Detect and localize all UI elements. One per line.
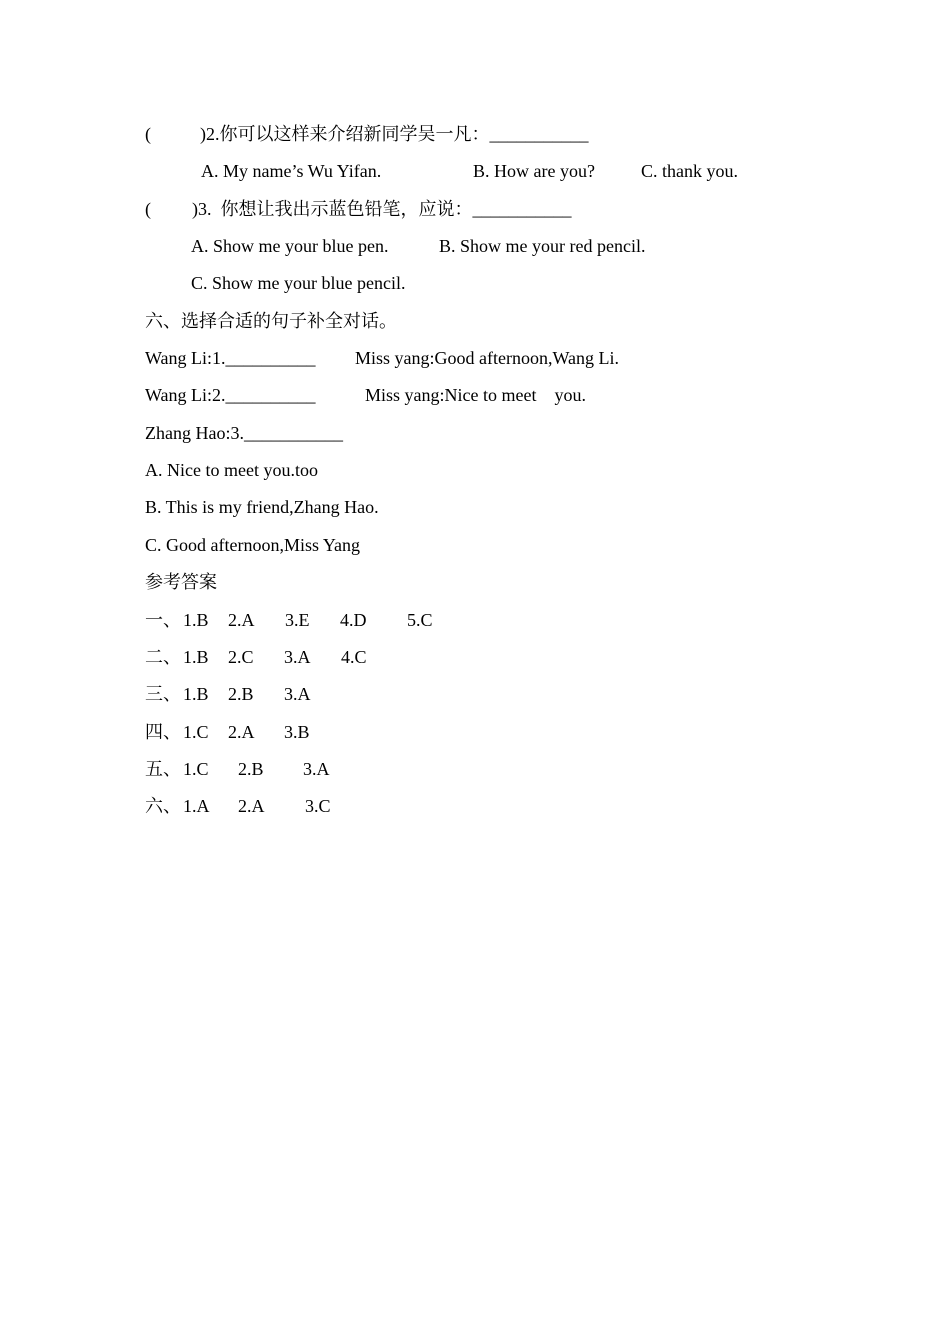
question-3-option-b: B. Show me your red pencil. (439, 236, 646, 256)
answer-item: 4.D (340, 610, 367, 630)
answer-item: 1.B (183, 610, 209, 630)
answer-item: 3.E (285, 610, 310, 630)
answer-item: 1.B (183, 684, 209, 704)
answer-label: 三、 (145, 684, 181, 704)
answer-label: 一、 (145, 610, 181, 630)
answer-item: 1.B (183, 647, 209, 667)
answer-item: 2.B (238, 759, 264, 779)
section-6-heading: 六、选择合适的句子补全对话。 (145, 311, 397, 331)
dialog-blank-2: Wang Li:2.__________ (145, 385, 316, 405)
answer-label: 四、 (145, 722, 181, 742)
question-3-options-row1 (145, 233, 890, 259)
dialog-reply-2: Miss yang:Nice to meet you. (365, 385, 586, 405)
dialog-reply-1: Miss yang:Good afternoon,Wang Li. (355, 348, 620, 368)
dialog-line (145, 345, 890, 371)
dialog-line (145, 420, 890, 446)
question-2-stem (145, 121, 890, 147)
answer-item: 2.A (228, 610, 255, 630)
answer-row-3 (145, 681, 890, 707)
question-2-option-a: A. My name’s Wu Yifan. (201, 161, 382, 181)
question-3-stem (145, 196, 890, 222)
answer-item: 3.A (303, 759, 330, 779)
section-6-option-c: C. Good afternoon,Miss Yang (145, 535, 361, 555)
answer-row-5 (145, 756, 890, 782)
answers-heading: 参考答案 (145, 572, 217, 592)
question-2-text: )2.你可以这样来介绍新同学吴一凡：___________ (200, 124, 589, 144)
answer-item: 1.C (183, 759, 209, 779)
dialog-blank-1: Wang Li:1.__________ (145, 348, 316, 368)
answer-item: 3.A (284, 684, 311, 704)
answer-item: 1.A (183, 796, 210, 816)
question-3-option-a: A. Show me your blue pen. (191, 236, 389, 256)
answer-item: 2.A (238, 796, 265, 816)
answer-item: 3.C (305, 796, 331, 816)
answer-item: 1.C (183, 722, 209, 742)
answer-row-6 (145, 793, 890, 819)
question-3-options-row2 (145, 270, 890, 296)
answer-label: 六、 (145, 796, 181, 816)
dialog-blank-3: Zhang Hao:3.___________ (145, 423, 343, 443)
answer-item: 2.B (228, 684, 254, 704)
answer-row-1 (145, 607, 890, 633)
answer-row-2 (145, 644, 890, 670)
section-6-option-a: A. Nice to meet you.too (145, 460, 318, 480)
dialog-line (145, 382, 890, 408)
answer-item: 2.C (228, 647, 254, 667)
answer-item: 5.C (407, 610, 433, 630)
answer-item: 3.A (284, 647, 311, 667)
answer-item: 4.C (341, 647, 367, 667)
answer-item: 2.A (228, 722, 255, 742)
question-3-text: )3. 你想让我出示蓝色铅笔，应说：___________ (192, 199, 572, 219)
question-3-paren: ( (145, 199, 151, 219)
answer-label: 五、 (145, 759, 181, 779)
question-2-options (145, 158, 890, 184)
answer-label: 二、 (145, 647, 181, 667)
question-2-paren: ( (145, 124, 151, 144)
question-3-option-c: C. Show me your blue pencil. (191, 273, 406, 293)
answer-row-4 (145, 719, 890, 745)
question-2-option-c: C. thank you. (641, 161, 738, 181)
section-6-option-b: B. This is my friend,Zhang Hao. (145, 497, 379, 517)
answer-item: 3.B (284, 722, 310, 742)
question-2-option-b: B. How are you? (473, 161, 595, 181)
